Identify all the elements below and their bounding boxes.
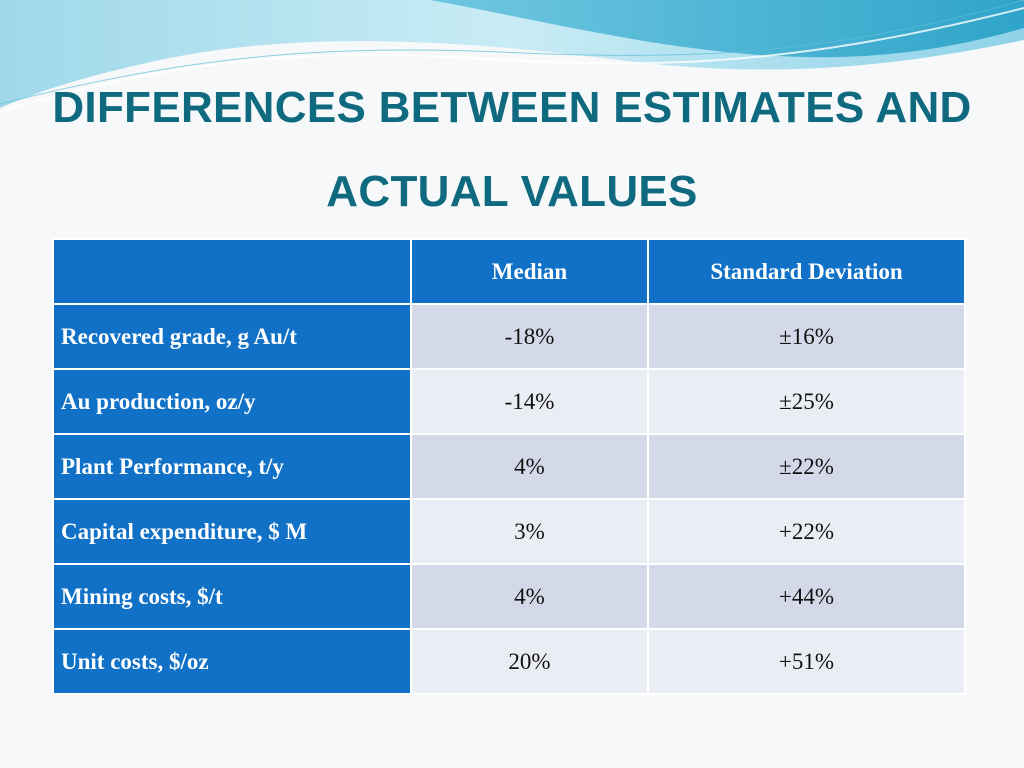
median-value: 3% bbox=[411, 499, 648, 564]
table-row bbox=[53, 434, 965, 499]
row-label: Capital expenditure, $ M bbox=[53, 499, 411, 564]
row-label: Au production, oz/y bbox=[53, 369, 411, 434]
estimates-table bbox=[52, 238, 966, 695]
table-row bbox=[53, 564, 965, 629]
header-standard-deviation: Standard Deviation bbox=[648, 239, 965, 304]
row-label: Plant Performance, t/y bbox=[53, 434, 411, 499]
header-median: Median bbox=[411, 239, 648, 304]
std-dev-value: +22% bbox=[648, 499, 965, 564]
slide-title-line-1: DIFFERENCES BETWEEN ESTIMATES AND bbox=[52, 83, 972, 132]
std-dev-value: +51% bbox=[648, 629, 965, 694]
median-value: -18% bbox=[411, 304, 648, 369]
row-label: Mining costs, $/t bbox=[53, 564, 411, 629]
std-dev-value: ±22% bbox=[648, 434, 965, 499]
median-value: 4% bbox=[411, 564, 648, 629]
row-label: Recovered grade, g Au/t bbox=[53, 304, 411, 369]
table-row bbox=[53, 304, 965, 369]
header-empty bbox=[53, 239, 411, 304]
slide-title bbox=[0, 66, 1024, 234]
std-dev-value: +44% bbox=[648, 564, 965, 629]
table-row bbox=[53, 369, 965, 434]
table-header-row bbox=[53, 239, 965, 304]
table-row bbox=[53, 499, 965, 564]
std-dev-value: ±16% bbox=[648, 304, 965, 369]
slide-title-line-2: ACTUAL VALUES bbox=[326, 167, 698, 216]
std-dev-value: ±25% bbox=[648, 369, 965, 434]
median-value: 4% bbox=[411, 434, 648, 499]
row-label: Unit costs, $/oz bbox=[53, 629, 411, 694]
median-value: 20% bbox=[411, 629, 648, 694]
table-row bbox=[53, 629, 965, 694]
median-value: -14% bbox=[411, 369, 648, 434]
